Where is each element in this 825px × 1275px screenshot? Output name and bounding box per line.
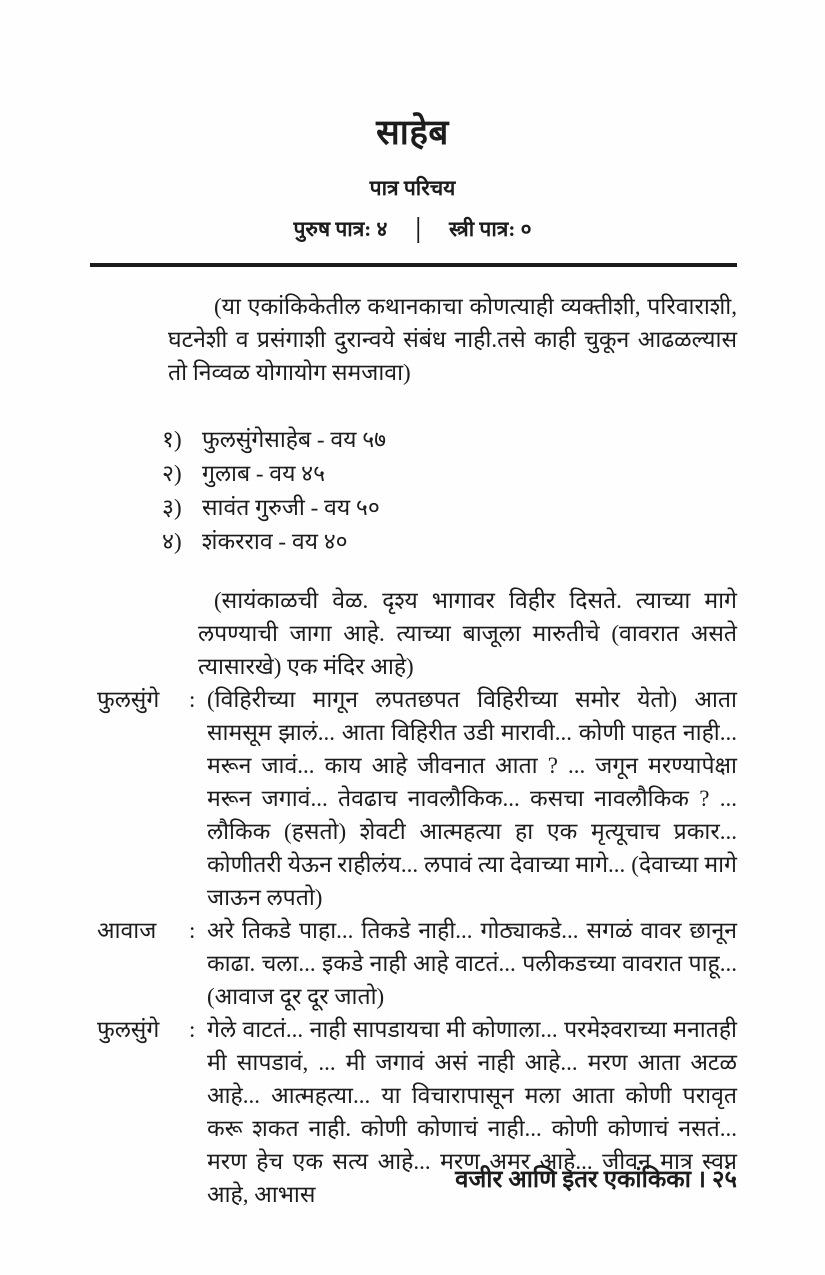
cast-item-number: २) (162, 461, 182, 486)
vertical-divider: | (415, 212, 421, 244)
cast-item-number: १) (162, 427, 182, 452)
cast-item-name: गुलाब - वय ४५ (202, 461, 326, 486)
running-footer-page-number: वजीर आणि इतर एकांकिका । २५ (455, 1167, 737, 1193)
disclaimer-note: (या एकांकिकेतील कथानकाचा कोणत्याही व्यक्तीशी, परिवाराशी, घटनेशी व प्रसंगाशी दुरान्वये संबंध नाही.तसे काही चुकून आढळल्यास तो निव्वळ योगायोग समजावा) (168, 294, 737, 385)
speaker-colon: : (189, 687, 196, 712)
dialogue-text: गेले वाटतं... नाही सापडायचा मी कोणाला... परमेश्वराच्या मनातही मी सापडावं, ... मी जगावं असं नाही आहे... मरण आता अटळ आहे... आत्महत्या... या विचारापासून मला आता कोणी परावृत करू शकत नाही. कोणी कोणाचं नाही... कोणी कोणाचं नसतं... मरण हेच एक सत्य आहे... मरण अमर आहे... जीवन मात्र स्वप्न आहे, आभास (207, 1017, 737, 1207)
cast-item-name: शंकरराव - वय ४० (202, 529, 348, 554)
cast-list-item (162, 423, 825, 457)
cast-item-name: सावंत गुरुजी - वय ५० (202, 495, 380, 520)
cast-item-name: फुलसुंगेसाहेब - वय ५७ (202, 427, 387, 452)
stage-direction: (सायंकाळची वेळ. दृश्य भागावर विहीर दिसते. त्याच्या मागे लपण्याची जागा आहे. त्याच्या बाजूला मारुतीचे (वावरात असते त्यासारखे) एक मंदिर आहे) (198, 588, 737, 679)
dialogue-entry (97, 914, 737, 1013)
cast-intro-heading: पात्र परिचय (369, 176, 456, 200)
cast-list-item (162, 525, 825, 559)
female-cast-count: स्त्री पात्र: ० (448, 217, 532, 241)
dialogue-text: अरे तिकडे पाहा... तिकडे नाही... गोठ्याकडे... सगळं वावर छानून काढा. चला... इकडे नाही आहे वाटतं... पलीकडच्या वावरात पाहू... (आवाज दूर दूर जातो) (207, 918, 737, 1009)
speaker-name: फुलसुंगे (97, 1017, 160, 1042)
dialogue-entry (97, 683, 737, 914)
play-title: साहेब (376, 113, 449, 152)
header-rule (90, 263, 737, 267)
speaker-colon: : (189, 1017, 196, 1042)
cast-count-line (0, 212, 825, 244)
cast-list-item (162, 491, 825, 525)
speaker-name: फुलसुंगे (97, 687, 160, 712)
male-cast-count: पुरुष पात्र: ४ (293, 217, 388, 241)
cast-list-item (162, 457, 825, 491)
cast-list (162, 423, 825, 559)
page-header (0, 0, 825, 243)
cast-item-number: ४) (162, 529, 182, 554)
speaker-colon: : (189, 918, 196, 943)
cast-item-number: ३) (162, 495, 182, 520)
speaker-name: आवाज (97, 918, 157, 943)
dialogue-text: (विहिरीच्या मागून लपतछपत विहिरीच्या समोर येतो) आता सामसूम झालं... आता विहिरीत उडी मारावी... कोणी पाहत नाही... मरून जावं... काय आहे जीवनात आता ? ... जगून मरण्यापेक्षा मरून जगावं... तेवढाच नावलौकिक... कसचा नावलौकिक ? ... लौकिक (हसतो) शेवटी आत्महत्या हा एक मृत्यूचाच प्रकार... कोणीतरी येऊन राहीलंय... लपावं त्या देवाच्या मागे... (देवाच्या मागे जाऊन लपतो) (207, 687, 737, 910)
